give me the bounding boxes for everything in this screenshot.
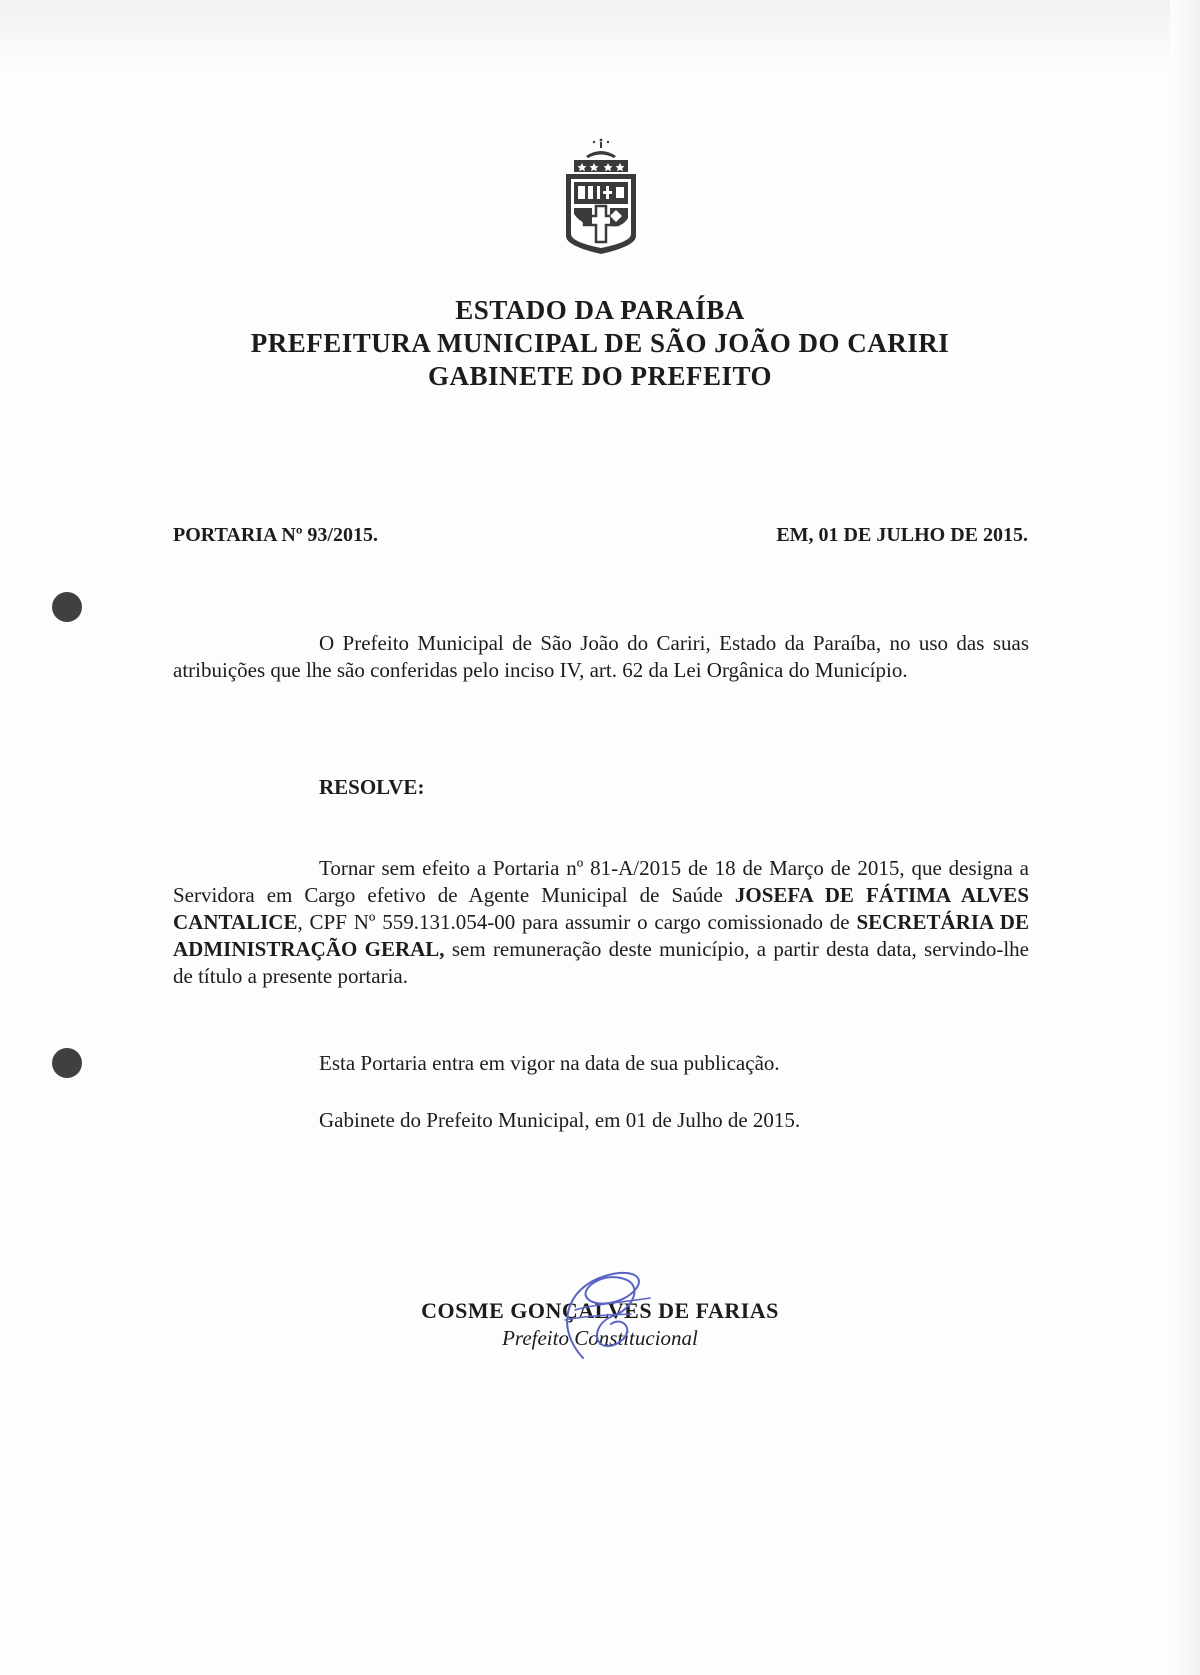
portaria-number: PORTARIA Nº 93/2015. — [173, 524, 378, 546]
handwritten-signature-icon — [535, 1258, 685, 1368]
portaria-date: EM, 01 DE JULHO DE 2015. — [776, 524, 1028, 546]
scan-shadow-top — [0, 0, 1200, 70]
body-paragraph — [173, 855, 1029, 990]
signatory-title: Prefeito Constitucional — [502, 1326, 698, 1350]
closing-statement: Gabinete do Prefeito Municipal, em 01 de Julho de 2015. — [319, 1108, 801, 1132]
body-text-3: sem remuneração deste município, a partir desta data, servindo-lhe de título a presente portaria. — [173, 937, 1030, 988]
punch-hole-bottom — [52, 1048, 82, 1078]
gabinete-heading: GABINETE DO PREFEITO — [427, 361, 773, 391]
state-heading: ESTADO DA PARAÍBA — [455, 295, 745, 325]
body-text-1: Tornar sem efeito a Portaria nº 81-A/2015 de 18 de Março de 2015, que designa a Servidora em Cargo efetivo de Agente Municipal de Saúde — [173, 856, 1029, 907]
signatory-name: COSME GONÇALVES DE FARIAS — [421, 1298, 779, 1323]
scan-shadow-right — [1170, 0, 1200, 1675]
coat-of-arms-icon — [556, 138, 646, 256]
prefeitura-heading: PREFEITURA MUNICIPAL DE SÃO JOÃO DO CARIRI — [250, 328, 950, 358]
resolve-heading: RESOLVE: — [319, 775, 425, 799]
body-text-2: , CPF Nº 559.131.054-00 para assumir o cargo comissionado de — [297, 910, 857, 934]
document-header — [0, 294, 1200, 393]
servant-name: JOSEFA DE FÁTIMA ALVES CANTALICE — [173, 883, 1029, 934]
position-name: SECRETÁRIA DE ADMINISTRAÇÃO GERAL, — [173, 910, 1029, 961]
punch-hole-top — [52, 592, 82, 622]
intro-paragraph: O Prefeito Municipal de São João do Cariri, Estado da Paraíba, no uso das suas atribuições que lhe são conferidas pelo inciso IV, art. 62 da Lei Orgânica do Município. — [173, 631, 1029, 682]
vigor-statement: Esta Portaria entra em vigor na data de sua publicação. — [319, 1051, 780, 1075]
